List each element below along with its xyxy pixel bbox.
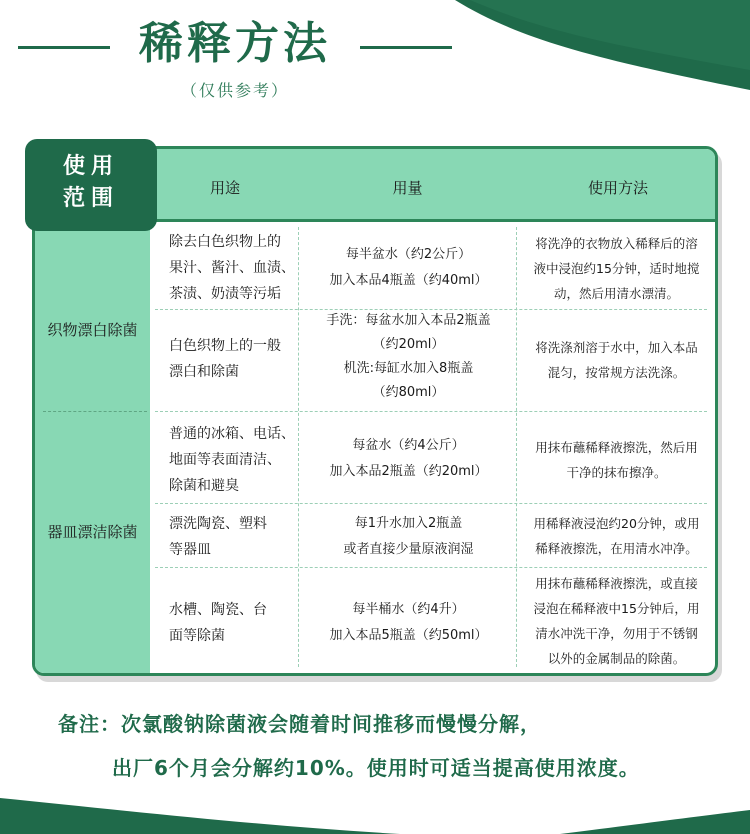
row4-method: 用稀释液浸泡约20分钟，或用 稀释液擦洗，在用清水冲净。: [533, 516, 700, 556]
row5-method: 用抹布蘸稀释液擦洗，或直接 浸泡在稀释液中15分钟后，用 清水冲洗干净，勿用于不锈钢 以外的金属制品的除菌。: [533, 576, 700, 666]
title-row: [0, 14, 750, 74]
row-divider: [155, 411, 707, 412]
row3-amount: 每盆水（约4公斤） 加入本品2瓶盖（约20ml）: [329, 438, 488, 479]
row4-use: 漂洗陶瓷、塑料 等器皿: [169, 516, 267, 558]
row2-amount: 手洗：每盆水加入本品2瓶盖 （约20ml） 机洗:每缸水加入8瓶盖 （约80ml）: [326, 313, 491, 400]
header-method: 使用方法: [587, 179, 648, 197]
row-divider: [155, 567, 707, 568]
category-fabric: 织物漂白除菌: [47, 321, 138, 339]
scope-corner-label: 使用 范围: [25, 139, 157, 231]
row4-amount: 每1升水加入2瓶盖 或者直接少量原液润湿: [343, 516, 474, 557]
row2-use: 白色织物上的一般 漂白和除菌: [169, 338, 281, 380]
row5-use: 水槽、陶瓷、台 面等除菌: [169, 602, 267, 644]
table-header: [150, 149, 715, 222]
category-divider: [43, 411, 147, 412]
row1-use: 除去白色织物上的 果汁、酱汁、血渍、 茶渍、奶渍等污垢: [169, 234, 295, 302]
title-right-dash: [360, 46, 452, 49]
dilution-table: [32, 146, 718, 676]
note-line-2: 出厂6个月会分解约10%。使用时可适当提高使用浓度。: [112, 756, 640, 780]
header-use: 用途: [209, 179, 240, 197]
row5-amount: 每半桶水（约4升） 加入本品5瓶盖（约50ml）: [329, 602, 488, 643]
header-amount: 用量: [392, 179, 423, 197]
bottom-left-wave-decoration: [0, 780, 750, 834]
row2-method: 将洗涤剂溶于水中，加入本品 混匀，按常规方法洗涤。: [535, 340, 698, 380]
category-utensil: 器皿漂洁除菌: [47, 523, 138, 541]
row1-amount: 每半盆水（约2公斤） 加入本品4瓶盖（约40ml）: [329, 247, 488, 288]
page-subtitle: （仅供参考）: [180, 81, 289, 100]
row1-method: 将洗净的衣物放入稀释后的溶 液中浸泡约15分钟，适时地搅 动，然后用清水漂清。: [533, 236, 700, 301]
page-title: 稀释方法: [139, 18, 331, 69]
column-divider: [516, 227, 517, 667]
row3-method: 用抹布蘸稀释液擦洗，然后用 干净的抹布擦净。: [535, 440, 698, 480]
note-line-1: 备注：次氯酸钠除菌液会随着时间推移而慢慢分解，: [58, 712, 541, 736]
title-left-dash: [18, 46, 110, 49]
row-divider: [155, 503, 707, 504]
row3-use: 普通的冰箱、电话、 地面等表面清洁、 除菌和避臭: [169, 426, 295, 494]
